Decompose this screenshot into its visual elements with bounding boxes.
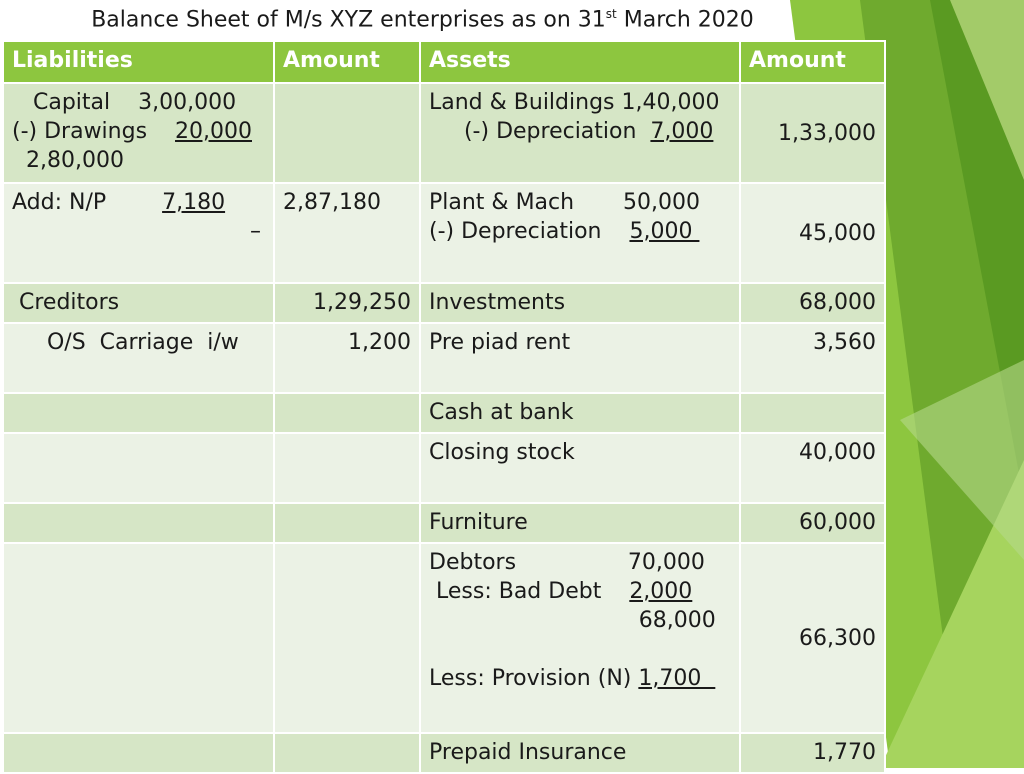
table-row xyxy=(3,733,885,773)
header-liabilities: Liabilities xyxy=(3,41,274,83)
plant-line: Plant & Mach 50,000 xyxy=(429,190,701,215)
liability-amount-cell xyxy=(274,83,420,183)
header-assets: Assets xyxy=(420,41,740,83)
outstanding-carriage-label: O/S Carriage i/w xyxy=(12,330,239,355)
bad-debt-line: Less: Bad Debt 2,000 xyxy=(429,579,693,604)
asset-amount-cell: 68,000 xyxy=(740,283,885,323)
balance-sheet-table xyxy=(2,40,886,774)
liabilities-cell xyxy=(3,183,274,283)
liability-amount-cell: 1,200 xyxy=(274,323,420,393)
header-amount: Amount xyxy=(274,41,420,83)
page-title: Balance Sheet of M/s XYZ enterprises as on 31st March 2020 xyxy=(91,7,754,33)
depreciation-line: (-) Depreciation 7,000 xyxy=(429,119,714,144)
creditors-label: Creditors xyxy=(12,290,120,315)
depreciation-line: (-) Depreciation 5,000 xyxy=(429,219,700,244)
table-row xyxy=(3,503,885,543)
liabilities-cell xyxy=(3,83,274,183)
asset-amount-cell: 1,770 xyxy=(740,733,885,773)
drawings-line: (-) Drawings 20,000 xyxy=(12,119,252,144)
table-row xyxy=(3,433,885,503)
asset-amount-cell: 40,000 xyxy=(740,433,885,503)
prepaid-rent-label: Pre piad rent xyxy=(420,323,740,393)
asset-amount-cell: 66,300 xyxy=(740,543,885,733)
table-row xyxy=(3,543,885,733)
table-row xyxy=(3,393,885,433)
asset-amount-cell: 45,000 xyxy=(740,183,885,283)
asset-amount-cell: 3,560 xyxy=(740,323,885,393)
asset-amount-cell: 1,33,000 xyxy=(740,83,885,183)
debtors-line: Debtors 70,000 xyxy=(429,550,705,575)
header-row xyxy=(3,41,885,83)
cash-at-bank-label: Cash at bank xyxy=(420,393,740,433)
closing-stock-label: Closing stock xyxy=(420,433,740,503)
asset-amount-cell: 60,000 xyxy=(740,503,885,543)
debtors-cell xyxy=(420,543,740,733)
net-profit-line: Add: N/P 7,180 xyxy=(12,190,226,215)
table-row xyxy=(3,283,885,323)
dash-mark: – xyxy=(250,219,261,244)
land-line: Land & Buildings 1,40,000 xyxy=(429,90,720,115)
liability-amount-cell: 2,87,180 xyxy=(274,183,420,283)
liability-amount-cell: 1,29,250 xyxy=(274,283,420,323)
provision-line: Less: Provision (N) 1,700 xyxy=(429,666,716,691)
prepaid-insurance-label: Prepaid Insurance xyxy=(420,733,740,773)
net-capital-line: 2,80,000 xyxy=(12,148,124,173)
table-row xyxy=(3,83,885,183)
header-amount: Amount xyxy=(740,41,885,83)
assets-cell xyxy=(420,83,740,183)
assets-cell xyxy=(420,183,740,283)
capital-line: Capital 3,00,000 xyxy=(12,90,237,115)
table-row xyxy=(3,323,885,393)
table-row xyxy=(3,183,885,283)
debtors-net-line: 68,000 xyxy=(429,608,716,633)
investments-label: Investments xyxy=(420,283,740,323)
furniture-label: Furniture xyxy=(420,503,740,543)
